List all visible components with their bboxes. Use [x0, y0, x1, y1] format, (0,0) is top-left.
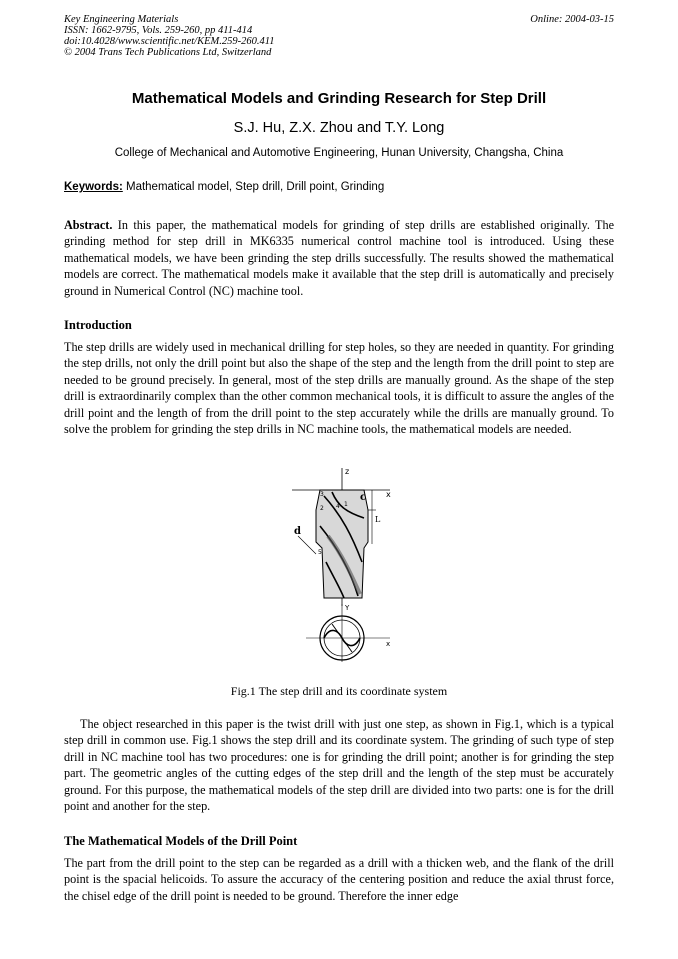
paper-title: Mathematical Models and Grinding Research for Step Drill — [131, 90, 547, 107]
label-x: x — [386, 490, 391, 499]
label-n2: 2 — [320, 505, 324, 512]
label-n4: 4 — [336, 503, 340, 510]
step-drill-figure — [272, 466, 412, 666]
label-z: z — [345, 467, 350, 476]
label-L: L — [375, 515, 381, 524]
abstract-paragraph — [64, 217, 614, 299]
intro-heading: Introduction — [64, 318, 132, 332]
paper-authors: S.J. Hu, Z.X. Zhou and T.Y. Long — [233, 120, 445, 136]
label-n5: 5 — [318, 549, 322, 556]
keywords-label: Keywords: — [64, 181, 123, 193]
issn-line: ISSN: 1662-9795, Vols. 259-260, pp 411-414 — [64, 25, 253, 36]
label-n1: 1 — [344, 501, 348, 508]
figure-caption: Fig.1 The step drill and its coordinate system — [230, 684, 448, 698]
online-date: Online: 2004-03-15 — [530, 14, 614, 25]
label-n3: 3 — [320, 491, 324, 498]
models-paragraph: The part from the drill point to the step can be regarded as a drill with a thicken web, and the flank of the drill point is the spacial helicoids. To assure the accuracy of the centering position and reduce the axial thrust force, the chisel edge of the drill point is needed to be ground. Therefore the inner edge — [64, 856, 614, 903]
journal-name: Key Engineering Materials — [64, 14, 179, 25]
models-heading: The Mathematical Models of the Drill Point — [64, 834, 298, 848]
label-y: Y — [345, 604, 350, 612]
intro-paragraph: The step drills are widely used in mechanical drilling for step holes, so they are needed in quantity. For grinding the step drills, not only the drill point but also the shape of the step and the length from the drill point to step are needed to be ground precisely. In general, most of the step drills are manually ground. As the shape of the step drill is extraordinarily complex than the other common mechanical tools, it is difficult to assure the angles of the drill point and the length of from the drill point to the step accurately while the drills are manually ground. To solve the problem for grinding the step drills in NC machine tools, the mathematical models are needed. — [64, 340, 614, 437]
keywords-text: Mathematical model, Step drill, Drill point, Grinding — [122, 181, 385, 193]
paper-affiliation: College of Mechanical and Automotive Engineering, Hunan University, Changsha, China — [114, 147, 564, 159]
journal-header — [64, 14, 274, 58]
label-x-end: x — [386, 640, 391, 648]
doi-line: doi:10.4028/www.scientific.net/KEM.259-260.411 — [64, 36, 275, 47]
object-paragraph: The object researched in this paper is the twist drill with just one step, as shown in Fig.1, which is a typical step drill in common use. Fig.1 shows the step drill and its coordinate system. The grinding of such type of step drill in NC machine tool has two procedures: one is for grinding the drill point; another is for grinding the step part. The geometric angles of the cutting edges of the step drill and the length of the step must be accurately ground. For this purpose, the mathematical models of the step drill are divided into two parts: one is for the drill point and another for the step. — [64, 717, 614, 814]
abstract-label: Abstract. — [64, 218, 113, 232]
abstract-text: In this paper, the mathematical models for grinding of step drills are established originally. The grinding method for step drill in MK6335 numerical control machine tool is introduced. Using these mathematical models, we have been grinding the step drills successfully. The results showed the mathematical models are correct. The mathematical models make it available that the step drill is automatically and precisely ground in Numerical Control (NC) machine tool. — [64, 218, 614, 298]
copyright-line: © 2004 Trans Tech Publications Ltd, Switzerland — [64, 47, 272, 58]
label-c: c — [360, 492, 367, 503]
label-d: d — [294, 526, 301, 537]
keywords-line — [64, 181, 384, 193]
d-leader — [298, 536, 316, 554]
